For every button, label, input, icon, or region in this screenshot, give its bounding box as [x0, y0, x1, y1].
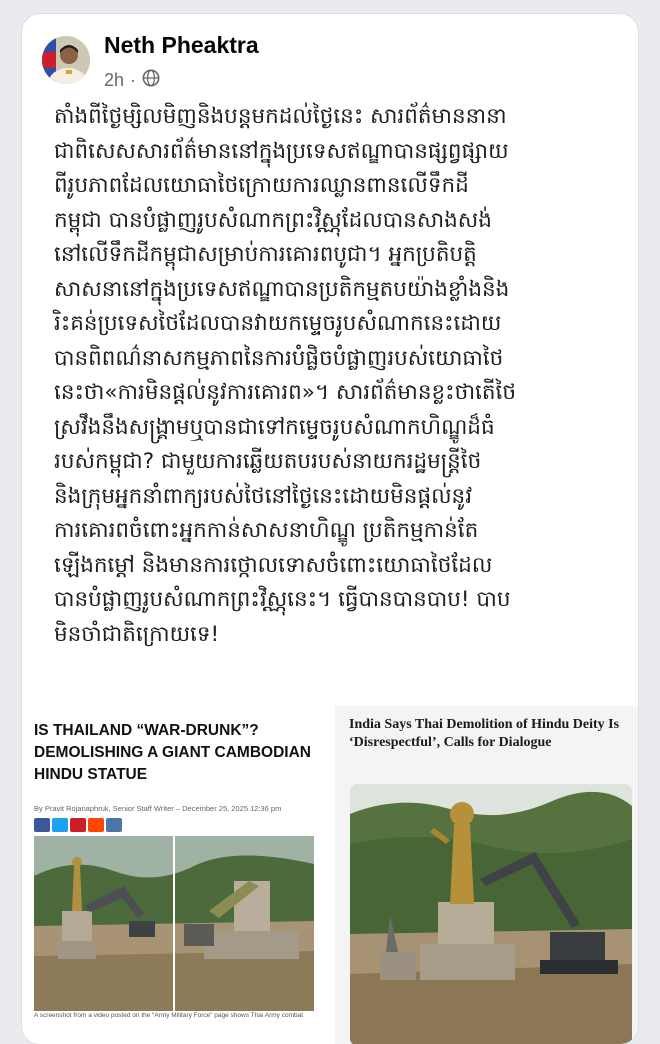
author-name[interactable]: Neth Pheaktra — [104, 32, 259, 58]
share-buttons — [34, 818, 122, 832]
twitter-icon[interactable] — [52, 818, 68, 832]
post-time[interactable]: 2h — [104, 70, 125, 90]
avatar[interactable] — [42, 36, 90, 84]
attachment-right[interactable] — [335, 706, 638, 1044]
post-card — [22, 14, 638, 1044]
reddit-icon[interactable] — [88, 818, 104, 832]
attachment-left-byline: By Pravit Rojanaphruk, Senior Staff Writer – December 25, 2025 12:36 pm — [34, 804, 282, 813]
statue-photo-left — [34, 836, 314, 1011]
avatar-image — [42, 36, 90, 84]
statue-photo-right — [350, 784, 632, 1044]
post-meta — [104, 69, 160, 92]
post-body: តាំងពីថ្ងៃម្សិលមិញនិងបន្តមកដល់ថ្ងៃនេះ សារព័ត៌មាននានា ជាពិសេសសារព័ត៌មាននៅក្នុងប្រទេសឥណ្ឌាបានផ្សព្វផ្សាយ ពីរូបភាពដែលយោធាថៃក្រោយការឈ្លានពានលើទឹកដី កម្ពុជា បានបំផ្លាញរូបសំណាកព្រះវិស្ណុដែលបានសាងសង់ នៅលើទឹកដីកម្ពុជាសម្រាប់ការគោរពបូជា។ អ្នកប្រតិបត្តិ សាសនានៅក្នុងប្រទេសឥណ្ឌាបានប្រតិកម្មតបយ៉ាងខ្លាំងនិង រិះគន់ប្រទេសថៃដែលបានវាយកម្ទេចរូបសំណាកនេះដោយ បានពិពណ៌នាសកម្មភាពនៃការបំផ្លិចបំផ្លាញរបស់យោធាថៃ នេះថា«ការមិនផ្តល់នូវការគោរព»។ សារព័ត៌មានខ្លះថាតើថៃ ស្រវឹងនឹងសង្គ្រាមឬបានជាទៅកម្ទេចរូបសំណាកហិណ្ឌូដ៏ធំ របស់កម្ពុជា? ជាមួយការឆ្លើយតបរបស់នាយករដ្ឋមន្ត្រីថៃ និងក្រុមអ្នកនាំពាក្យរបស់ថៃនៅថ្ងៃនេះដោយមិនផ្តល់នូវ ការគោរពចំពោះអ្នកកាន់សាសនាហិណ្ឌូ ប្រតិកម្មកាន់តែ ឡើងកម្តៅ និងមានការថ្កោលទោសចំពោះយោធាថៃដែល បានបំផ្លាញរូបសំណាកព្រះវិស្ណុនេះ។ ធ្វើបានបានបាប! បាប មិនចាំជាតិក្រោយទេ! — [54, 104, 516, 647]
attachment-left[interactable] — [22, 706, 322, 1044]
pinterest-icon[interactable] — [70, 818, 86, 832]
attachment-left-caption: A screenshot from a video posted on the “Army Military Force” page shows Thai Army combat — [34, 1012, 304, 1019]
vk-icon[interactable] — [106, 818, 122, 832]
facebook-icon[interactable] — [34, 818, 50, 832]
attachment-left-headline: IS THAILAND “WAR-DRUNK”? DEMOLISHING A GIANT CAMBODIAN HINDU STATUE — [34, 722, 311, 783]
globe-icon[interactable] — [142, 69, 160, 92]
attachment-right-headline: India Says Thai Demolition of Hindu Deity Is ‘Disrespectful’, Calls for Dialogue — [349, 717, 620, 750]
meta-separator: · — [130, 70, 137, 90]
